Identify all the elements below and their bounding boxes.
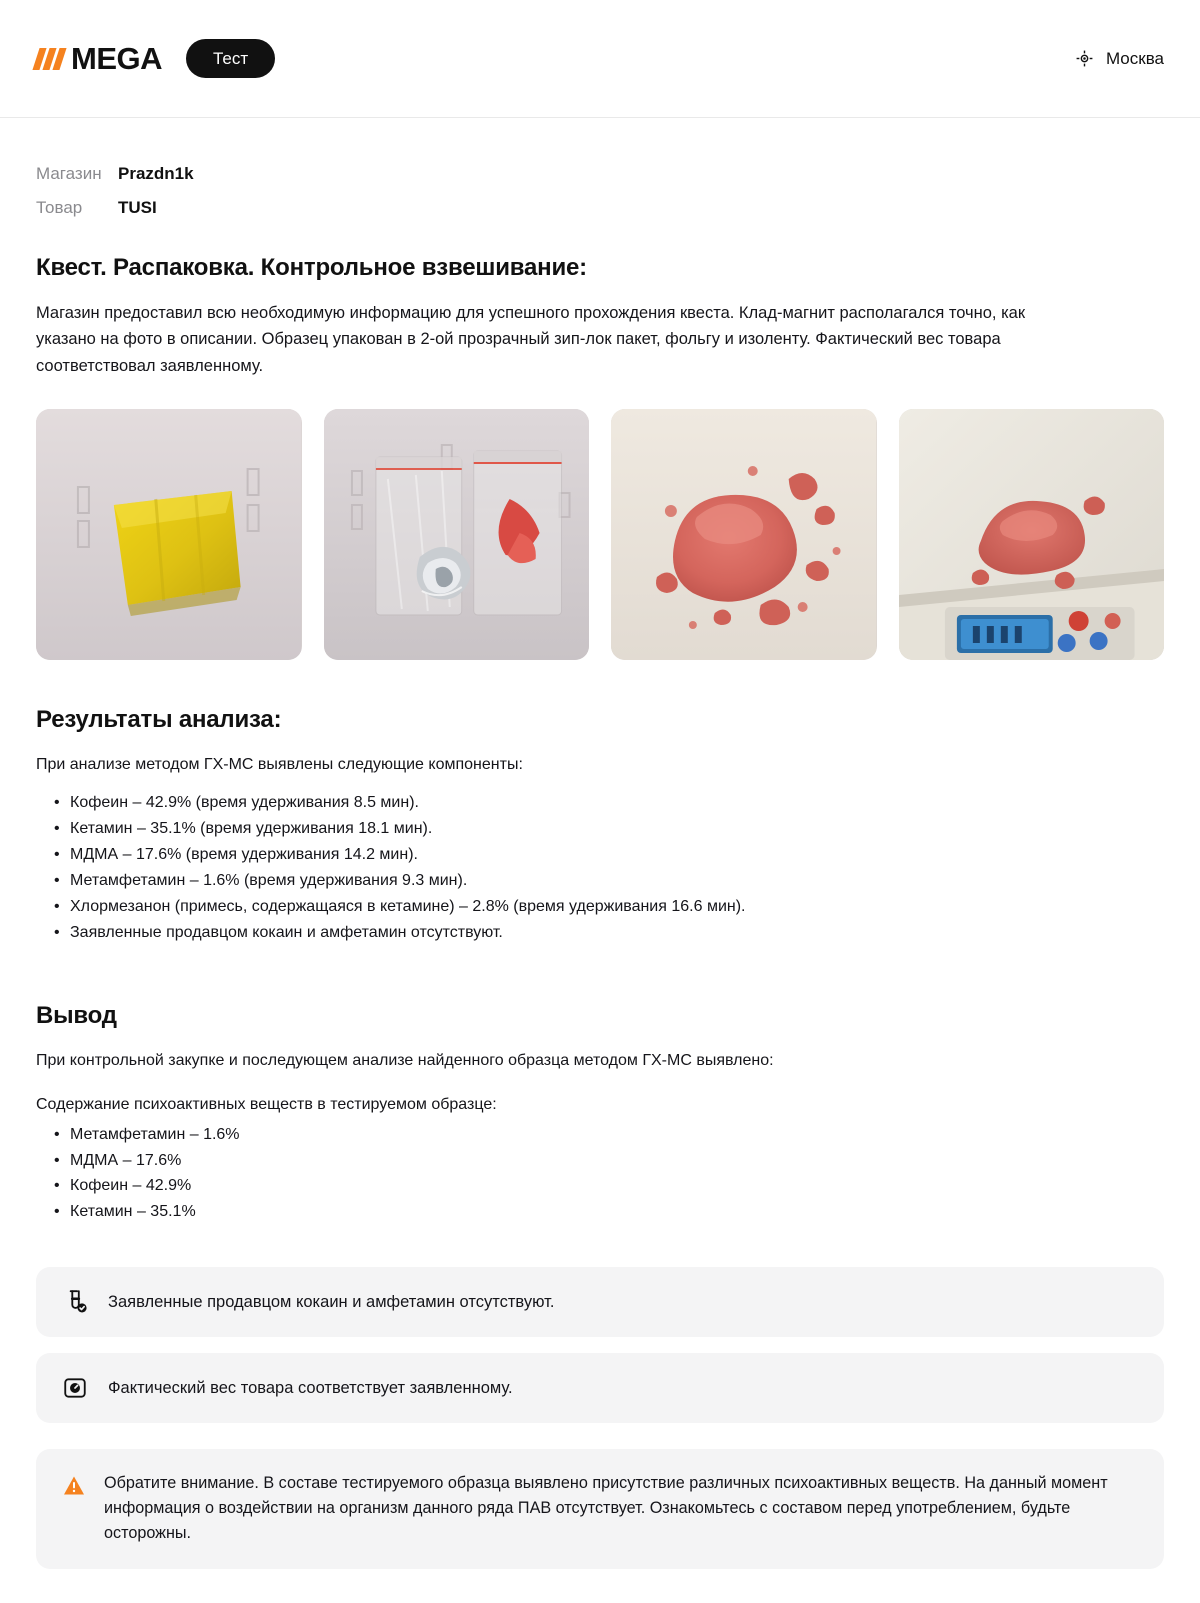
product-label: Товар xyxy=(36,198,83,217)
list-item: • Метамфетамин – 1.6% (время удерживания 9.3 мин). xyxy=(54,868,1164,894)
scale-icon xyxy=(62,1375,88,1401)
shop-value[interactable]: Prazdn1k xyxy=(118,164,194,183)
meta-row-shop xyxy=(36,164,1164,184)
quest-title: Квест. Распаковка. Контрольное взвешивание: xyxy=(36,254,587,281)
quest-text: Магазин предоставил всю необходимую информацию для успешного прохождения квеста. Клад-магнит располагался точно, как указано на фото в описании. Образец упакован в 2-ой прозрачный зип-лок пакет, фольгу и изоленту. Фактический вес товара соответствовал заявленному. xyxy=(36,304,1026,375)
attention-notice xyxy=(36,1449,1164,1568)
callout-text: Фактический вес товара соответствует заявленному. xyxy=(108,1378,513,1397)
analysis-list xyxy=(36,790,1164,945)
photo-pink-powder-pile[interactable] xyxy=(611,409,877,660)
page-header xyxy=(0,0,1200,118)
photo-powder-on-scale[interactable] xyxy=(899,409,1165,660)
geo-target-icon xyxy=(1075,49,1094,68)
analysis-title: Результаты анализа: xyxy=(36,706,282,734)
shop-label: Магазин xyxy=(36,164,102,183)
list-item: • Кофеин – 42.9% xyxy=(54,1173,1164,1199)
list-item: • Заявленные продавцом кокаин и амфетамин отсутствуют. xyxy=(54,920,1164,946)
product-value[interactable]: TUSI xyxy=(118,198,157,217)
conclusion-lead: При контрольной закупке и последующем анализе найденного образца методом ГХ-МС выявлено: xyxy=(36,1051,774,1069)
callout-text: Заявленные продавцом кокаин и амфетамин отсутствуют. xyxy=(108,1292,555,1311)
city-label: Москва xyxy=(1105,48,1164,68)
city-selector[interactable] xyxy=(1075,49,1164,69)
list-item: • Кофеин – 42.9% (время удерживания 8.5 мин). xyxy=(54,790,1164,816)
meta-row-product xyxy=(36,198,1164,218)
list-item: • Хлормезанон (примесь, содержащаяся в кетамине) – 2.8% (время удерживания 16.6 мин). xyxy=(54,894,1164,920)
conclusion-sub-lead: Содержание психоактивных веществ в тестируемом образце: xyxy=(36,1095,497,1113)
list-item: • Метамфетамин – 1.6% xyxy=(54,1122,1164,1148)
order-meta xyxy=(36,118,1164,218)
photo-ziplock-bags-foil[interactable] xyxy=(324,409,590,660)
test-badge[interactable]: Тест xyxy=(186,39,275,78)
analysis-lead: При анализе методом ГХ-МС выявлены следующие компоненты: xyxy=(36,756,523,774)
photo-yellow-tape-package[interactable] xyxy=(36,409,302,660)
list-item: • МДМА – 17.6% (время удерживания 14.2 мин). xyxy=(54,842,1164,868)
photo-gallery xyxy=(36,409,1164,660)
list-item: • МДМА – 17.6% xyxy=(54,1148,1164,1174)
callout-weight-matches xyxy=(36,1353,1164,1423)
brand-logo[interactable] xyxy=(36,41,162,77)
page-content xyxy=(0,118,1200,1569)
list-item: • Кетамин – 35.1% xyxy=(54,1199,1164,1225)
callout-no-cocaine-amphetamine xyxy=(36,1267,1164,1337)
list-item: • Кетамин – 35.1% (время удерживания 18.1 мин). xyxy=(54,816,1164,842)
callouts xyxy=(36,1267,1164,1423)
logo-slashes-icon xyxy=(32,48,66,70)
test-tube-check-icon xyxy=(62,1289,88,1315)
brand-name: MEGA xyxy=(71,40,162,76)
notice-text: Обратите внимание. В составе тестируемого образца выявлено присутствие различных психоактивных веществ. На данный момент информация о воздействии на организм данного ряда ПАВ отсутствует. Ознакомьтесь с составом перед употреблением, будьте осторожны. xyxy=(104,1474,1108,1543)
warning-icon xyxy=(62,1474,86,1498)
conclusion-list xyxy=(36,1122,1164,1226)
conclusion-title: Вывод xyxy=(36,1001,117,1029)
